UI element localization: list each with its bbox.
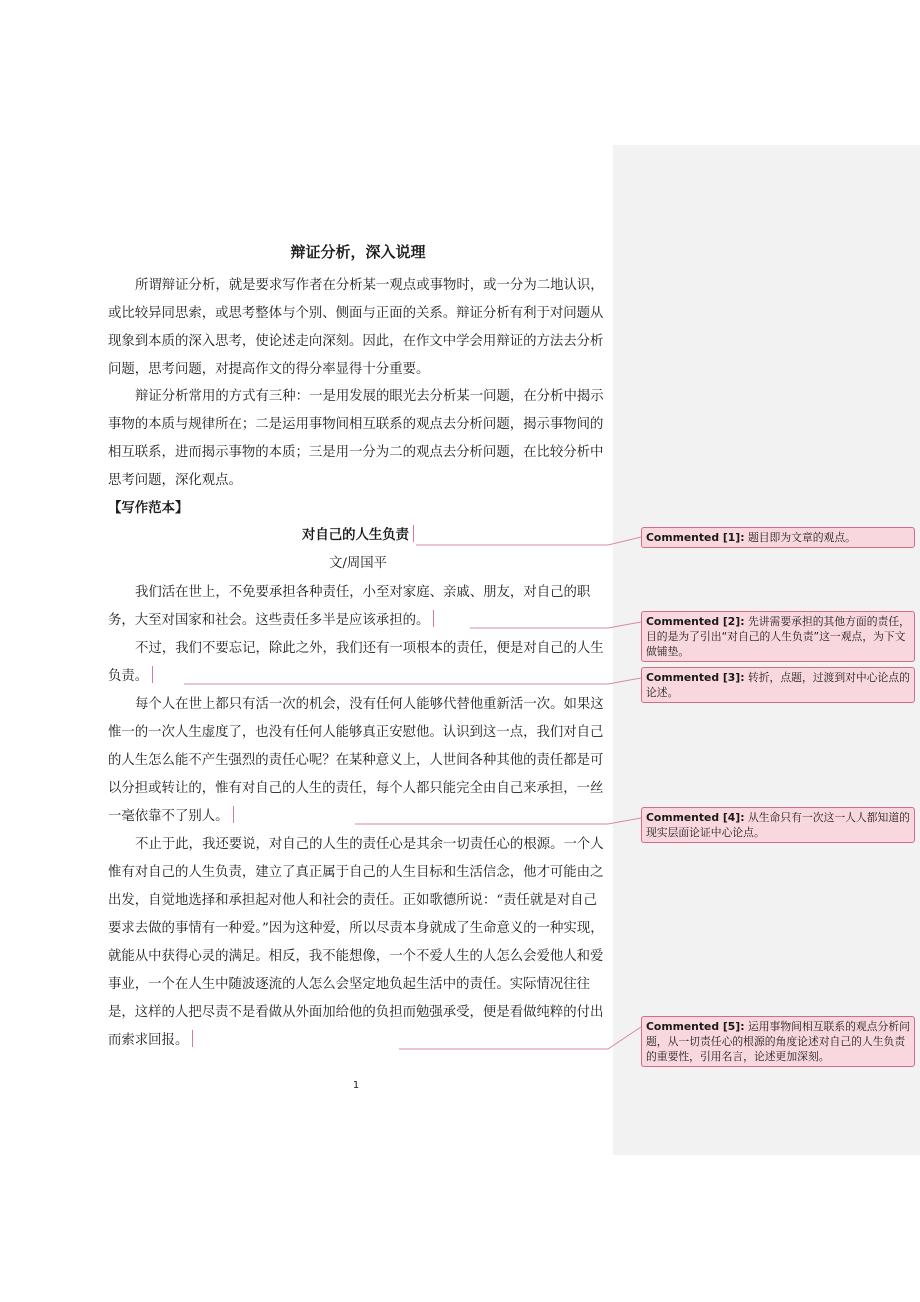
comment-5-text: 运用事物间相互联系的观点分析问题，从一切责任心的根源的角度论述对自己的人生负责的重要性，引用名言，论述更加深刻。 <box>646 1020 910 1063</box>
article-paragraph-4: 不止于此，我还要说，对自己的人生的责任心是其余一切责任心的根源。一个人惟有对自己的人生负责，建立了真正属于自己的人生目标和生活信念，他才可能由之出发，自觉地选择和承担起对他人和社会的责任。正如歌德所说：“责任就是对自己要求去做的事情有一种爱。”因为这种爱，所以尽责本身就成了生命意义的一种实现，就能从中获得心灵的满足。相反，我不能想像，一个不爱人生的人怎么会爱他人和爱事业，一个在人生中随波逐流的人怎么会坚定地负起生活中的责任。实际情况往往是，这样的人把尽责不是看做从外面加给他的负担而勉强承受，便是看做纯粹的付出而索求回报。 <box>108 837 604 1048</box>
comment-anchor-1[interactable] <box>413 525 414 542</box>
comment-4-text: 从生命只有一次这一人人都知道的现实层面论证中心论点。 <box>646 811 910 839</box>
article-paragraph-3: 每个人在世上都只有活一次的机会，没有任何人能够代替他重新活一次。如果这惟一的一次人生虚度了，也没有任何人能够真正安慰他。认识到这一点，我们对自己的人生怎么能不产生强烈的责任心呢？在某种意义上，人世间各种其他的责任都是可以分担或转让的，惟有对自己的人生的责任，每个人都只能完全由自己来承担，一丝一毫依靠不了别人。 <box>108 697 604 824</box>
comment-3[interactable] <box>641 667 915 703</box>
article-author: 文/周国平 <box>328 556 388 571</box>
article-paragraph-2: 不过，我们不要忘记，除此之外，我们还有一项根本的责任，便是对自己的人生负责。 <box>108 641 604 684</box>
comment-2-label: Commented [2]: <box>646 615 745 628</box>
comment-4[interactable] <box>641 807 915 843</box>
section-heading: 【写作范本】 <box>108 501 189 516</box>
comment-anchor-2[interactable] <box>433 610 434 627</box>
comment-anchor-5[interactable] <box>192 1030 193 1047</box>
comment-3-label: Commented [3]: <box>646 671 745 684</box>
comment-1[interactable] <box>641 527 915 548</box>
comment-2[interactable] <box>641 611 915 662</box>
comment-1-text: 题目即为文章的观点。 <box>747 531 856 544</box>
article-title: 对自己的人生负责 <box>108 524 608 548</box>
comment-2-text: 先讲需要承担的其他方面的责任，目的是为了引出“对自己的人生负责”这一观点，为下文做铺垫。 <box>646 615 910 658</box>
comment-anchor-3[interactable] <box>152 666 153 683</box>
comment-5[interactable] <box>641 1016 915 1067</box>
intro-paragraph-2: 辩证分析常用的方式有三种：一是用发展的眼光去分析某一问题，在分析中揭示事物的本质与规律所在；二是运用事物间相互联系的观点去分析问题，揭示事物间的相互联系，进而揭示事物的本质；三是用一分为二的观点去分析问题，在比较分析中思考问题，深化观点。 <box>108 389 604 488</box>
intro-paragraph-1: 所谓辩证分析，就是要求写作者在分析某一观点或事物时，或一分为二地认识，或比较异同思索，或思考整体与个别、侧面与正面的关系。辩证分析有利于对问题从现象到本质的深入思考，使论述走向深刻。因此，在作文中学会用辩证的方法去分析问题，思考问题，对提高作文的得分率显得十分重要。 <box>108 278 604 377</box>
document-title: 辩证分析，深入说理 <box>290 243 426 261</box>
page-number: 1 <box>352 1080 360 1091</box>
comment-5-label: Commented [5]: <box>646 1020 745 1033</box>
comment-3-text: 转折，点题，过渡到对中心论点的论述。 <box>646 671 910 699</box>
comment-4-label: Commented [4]: <box>646 811 745 824</box>
article-paragraph-1: 我们活在世上，不免要承担各种责任，小至对家庭、亲戚、朋友，对自己的职务，大至对国家和社会。这些责任多半是应该承担的。 <box>108 585 591 628</box>
comment-anchor-4[interactable] <box>233 806 234 823</box>
comment-1-label: Commented [1]: <box>646 531 745 544</box>
